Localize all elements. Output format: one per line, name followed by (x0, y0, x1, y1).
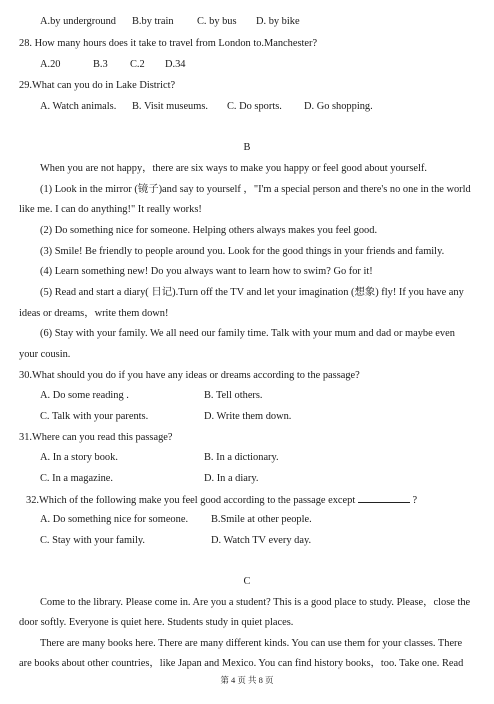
section-c-heading: C (243, 576, 251, 587)
section-b-line: like me. I can do anything!" It really works! (19, 204, 202, 215)
q31-option-a: A. In a story book. (40, 452, 118, 463)
q28-option-b: B.3 (93, 59, 108, 70)
section-c-line: Come to the library. Please come in. Are you a student? This is a good place to study. Please，close the (40, 597, 471, 608)
page-number: 第 4 页 共 8 页 (220, 675, 274, 685)
q32-option-c: C. Stay with your family. (40, 535, 145, 546)
section-b-line: your cousin. (19, 349, 71, 360)
answer-blank (358, 493, 410, 503)
q27-option-a: A.by underground (40, 16, 116, 27)
q27-option-c: C. by bus (197, 16, 237, 27)
section-b-line: (3) Smile! Be friendly to people around you. Look for the good things in your friends and family. (40, 246, 445, 257)
q29-option-c: C. Do sports. (227, 101, 282, 112)
section-c-line: door softly. Everyone is quiet here. Students study in quiet places. (19, 617, 294, 628)
section-c-line: are books about other countries，like Japan and Mexico. You can find history books，too. Take one. Read (19, 658, 464, 669)
q32-question (26, 493, 417, 507)
section-b-line: (4) Learn something new! Do you always want to learn how to swim? Go for it! (40, 266, 373, 277)
q30-question: 30.What should you do if you have any ideas or dreams according to the passage? (19, 370, 360, 381)
q30-option-a: A. Do some reading . (40, 390, 129, 401)
q32-option-a: A. Do something nice for someone. (40, 514, 189, 525)
q28-option-d: D.34 (165, 59, 186, 70)
q29-question: 29.What can you do in Lake District? (19, 80, 176, 91)
section-b-heading: B (243, 142, 251, 153)
q30-option-c: C. Talk with your parents. (40, 411, 149, 422)
q29-option-d: D. Go shopping. (304, 101, 373, 112)
q28-option-a: A.20 (40, 59, 61, 70)
q30-option-d: D. Write them down. (204, 411, 292, 422)
q32-option-d: D. Watch TV every day. (211, 535, 312, 546)
q32-option-b: B.Smile at other people. (211, 514, 312, 525)
q31-option-d: D. In a diary. (204, 473, 259, 484)
q31-option-b: B. In a dictionary. (204, 452, 279, 463)
q28-option-c: C.2 (130, 59, 145, 70)
q29-option-b: B. Visit museums. (132, 101, 208, 112)
q31-option-c: C. In a magazine. (40, 473, 113, 484)
section-b-line: (1) Look in the mirror (镜子)and say to yourself ，"I'm a special person and there's no one in the world (40, 184, 471, 195)
q30-option-b: B. Tell others. (204, 390, 263, 401)
section-b-line: (6) Stay with your family. We all need our family time. Talk with your mum and dad or maybe even (40, 328, 455, 339)
section-b-line: ideas or dreams，write them down! (19, 308, 169, 319)
section-b-line: When you are not happy，there are six ways to make you happy or feel good about yourself. (40, 163, 427, 174)
q29-option-a: A. Watch animals. (40, 101, 117, 112)
q27-option-b: B.by train (132, 16, 174, 27)
section-b-line: (2) Do something nice for someone. Helping others always makes you feel good. (40, 225, 378, 236)
q28-question: 28. How many hours does it take to travel from London to.Manchester? (19, 38, 318, 49)
section-c-line: There are many books here. There are many different kinds. You can use them for your classes. There (40, 638, 463, 649)
section-b-line: (5) Read and start a diary( 日记).Turn off the TV and let your imagination (想象) fly! If you have any (40, 287, 464, 298)
q31-question: 31.Where can you read this passage? (19, 432, 173, 443)
q32-question-text: 32.Which of the following make you feel good according to the passage except (26, 495, 356, 506)
q27-option-d: D. by bike (256, 16, 300, 27)
q32-question-mark: ? (412, 495, 418, 506)
